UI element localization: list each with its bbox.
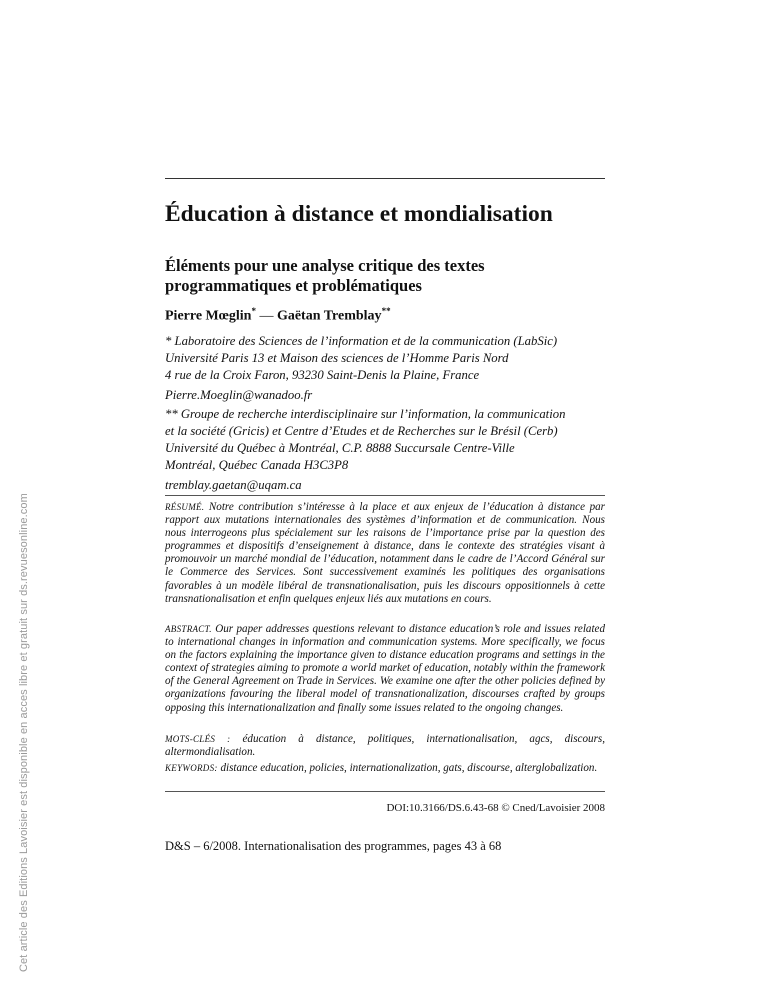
keywords-en-block <box>165 762 605 775</box>
author-2-email[interactable]: tremblay.gaetan@uqam.ca <box>165 478 302 492</box>
resume-block <box>165 501 605 606</box>
affiliation-2 <box>165 406 610 494</box>
author-2: Gaëtan Tremblay <box>276 308 382 324</box>
authors-line <box>165 302 391 326</box>
keywords-fr-text: éducation à distance, politiques, internationalisation, agcs, discours, altermondialisation. <box>165 733 605 759</box>
abstract-block <box>165 623 605 715</box>
doi-line: DOI:10.3166/DS.6.43-68 © Cned/Lavoisier 2008 <box>386 802 605 814</box>
affiliation-line: et la société (Gricis) et Centre d’Etudes et de Recherches sur le Brésil (Cerb) <box>165 424 558 438</box>
affiliation-line: Université du Québec à Montréal, C.P. 8888 Succursale Centre-Ville <box>165 441 515 455</box>
author-1-email[interactable]: Pierre.Moeglin@wanadoo.fr <box>165 388 313 402</box>
author-separator: — <box>255 308 277 324</box>
author-1-mark: * <box>251 306 256 316</box>
article-subtitle: Éléments pour une analyse critique des textes programmatiques et problématiques <box>165 256 485 295</box>
keywords-fr-block <box>165 733 605 759</box>
resume-label: RÉSUMÉ. <box>165 502 205 512</box>
affiliation-line: 4 rue de la Croix Faron, 93230 Saint-Denis la Plaine, France <box>165 368 480 382</box>
abstract-text: Our paper addresses questions relevant to distance education’s role and issues related to international changes in information and communication systems. More specifically, we focus on the factors explaining the importance given to distance education programs and settings in the context of strategies aiming to promote a world market of education, notably within the framework of the General Agreement on Trade in Services. We examine one after the other policies defined by organizations favouring the liberal model of transnationalization, discourses crafted by groups opposing this internationalization and finally some issues related to the ongoing changes. <box>165 623 606 714</box>
abstract-label: ABSTRACT. <box>165 624 212 634</box>
affiliation-line: Montréal, Québec Canada H3C3P8 <box>165 458 349 472</box>
resume-text: Notre contribution s’intéresse à la place et aux enjeux de l’éducation à distance par rapport aux mutations internationales des systèmes d’information et de communication. Nous nous interrogeons plus spécialement sur les raisons de l’importance prise par la question des programmes et dispositifs d’enseignement à distance, dans le contexte des stratégies visant à promouvoir un marché mondial de l’éducation, notamment dans le cadre de l’Accord Général sur le Commerce des Services. Sont successivement examinés les politiques des organisations favorables à un modèle libéral de transnationalisation, puis les discours oppositionnels à cette transnationalisation et enfin quelques enjeux liés aux mutations en cours. <box>165 501 605 605</box>
journal-footer: D&S – 6/2008. Internationalisation des programmes, pages 43 à 68 <box>165 839 502 853</box>
abstract-bottom-rule <box>165 791 605 792</box>
author-1: Pierre Mœglin <box>165 308 252 324</box>
keywords-en-label: KEYWORDS: <box>165 763 218 773</box>
left-margin-notice <box>0 0 36 994</box>
top-rule <box>165 178 605 179</box>
affiliation-1 <box>165 333 610 404</box>
keywords-fr-label: MOTS-CLÉS : <box>165 734 231 744</box>
affiliation-line: ** Groupe de recherche interdisciplinaire sur l’information, la communication <box>165 407 566 421</box>
abstract-top-rule <box>165 495 605 496</box>
author-2-mark: ** <box>381 306 391 316</box>
keywords-en-text: distance education, policies, internationalization, gats, discourse, alterglobalization. <box>220 762 598 774</box>
access-notice-vertical: Cet article des Editions Lavoisier est disponible en acces libre et gratuit sur ds.revuesonline.com <box>18 493 30 972</box>
affiliation-line: Université Paris 13 et Maison des sciences de l’Homme Paris Nord <box>165 351 509 365</box>
affiliation-line: * Laboratoire des Sciences de l’information et de la communication (LabSic) <box>165 334 558 348</box>
article-title: Éducation à distance et mondialisation <box>165 201 553 227</box>
